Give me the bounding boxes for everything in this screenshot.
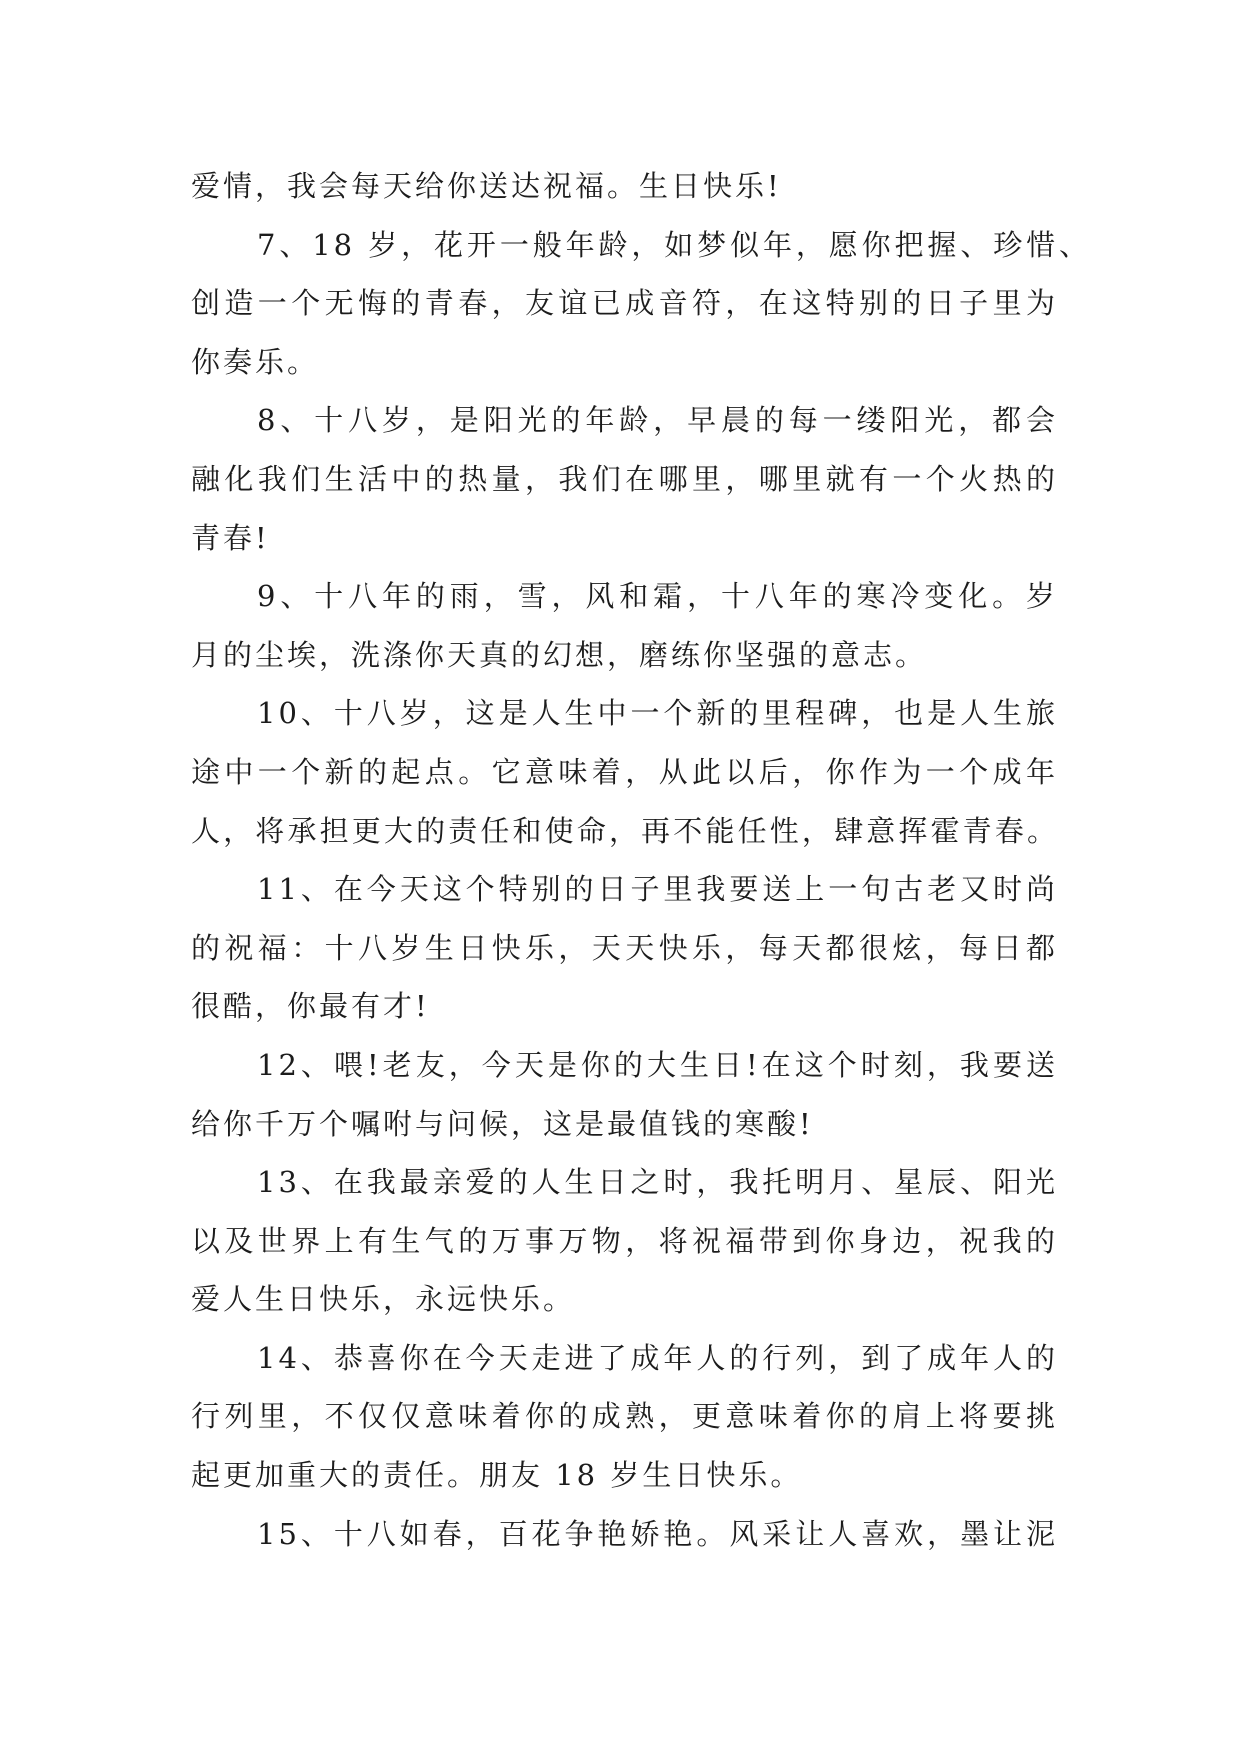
text-line: 14、恭喜你在今天走进了成年人的行列，到了成年人的 (257, 1340, 1058, 1375)
text-line: 10、十八岁，这是人生中一个新的里程碑，也是人生旅 (257, 696, 1058, 731)
paragraph-7 (191, 216, 1091, 392)
text-line: 15、十八如春，百花争艳娇艳。风采让人喜欢，墨让泥 (257, 1516, 1058, 1551)
text-line: 途中一个新的起点。它意味着，从此以后，你作为一个成年 (191, 754, 1058, 789)
text-line: 13、在我最亲爱的人生日之时，我托明月、星辰、阳光 (257, 1165, 1058, 1200)
text-line: 很酷，你最有才! (191, 989, 430, 1024)
paragraph-11 (191, 860, 1058, 1036)
text-line: 行列里，不仅仅意味着你的成熟，更意味着你的肩上将要挑 (191, 1399, 1058, 1434)
text-line: 以及世界上有生气的万事万物，将祝福带到你身边，祝我的 (191, 1223, 1058, 1258)
text-line: 8、十八岁，是阳光的年龄，早晨的每一缕阳光，都会 (257, 403, 1058, 438)
paragraph-10 (191, 684, 1058, 860)
text-line: 你奏乐。 (191, 344, 320, 379)
text-line: 12、喂!老友，今天是你的大生日!在这个时刻，我要送 (257, 1047, 1058, 1082)
text-line: 9、十八年的雨，雪，风和霜，十八年的寒冷变化。岁 (257, 579, 1058, 614)
document-body (191, 157, 1091, 1563)
text-line: 11、在今天这个特别的日子里我要送上一句古老又时尚 (257, 872, 1058, 907)
text-line: 人，将承担更大的责任和使命，再不能任性，肆意挥霍青春。 (191, 813, 1058, 848)
paragraph-13 (191, 1153, 1058, 1329)
text-line: 的祝福：十八岁生日快乐，天天快乐，每天都很炫，每日都 (191, 930, 1058, 965)
paragraph-9 (191, 567, 1058, 684)
paragraph-continuation (191, 157, 1058, 216)
paragraph-8 (191, 391, 1058, 567)
text-line: 创造一个无悔的青春，友谊已成音符，在这特别的日子里为 (191, 286, 1058, 321)
text-line: 月的尘埃，洗涤你天真的幻想，磨练你坚强的意志。 (191, 637, 928, 672)
paragraph-14 (191, 1329, 1058, 1505)
text-line: 爱人生日快乐，永远快乐。 (191, 1282, 576, 1317)
text-line: 给你千万个嘱咐与问候，这是最值钱的寒酸! (191, 1106, 814, 1141)
text-line: 7、18 岁，花开一般年龄，如梦似年，愿你把握、珍惜、 (257, 227, 1091, 262)
text-line: 融化我们生活中的热量，我们在哪里，哪里就有一个火热的 (191, 461, 1058, 496)
paragraph-15 (191, 1505, 1058, 1564)
paragraph-12 (191, 1036, 1058, 1153)
text-line: 青春! (191, 520, 270, 555)
text-line: 爱情，我会每天给你送达祝福。生日快乐! (191, 169, 782, 203)
text-line: 起更加重大的责任。朋友 18 岁生日快乐。 (191, 1458, 803, 1493)
